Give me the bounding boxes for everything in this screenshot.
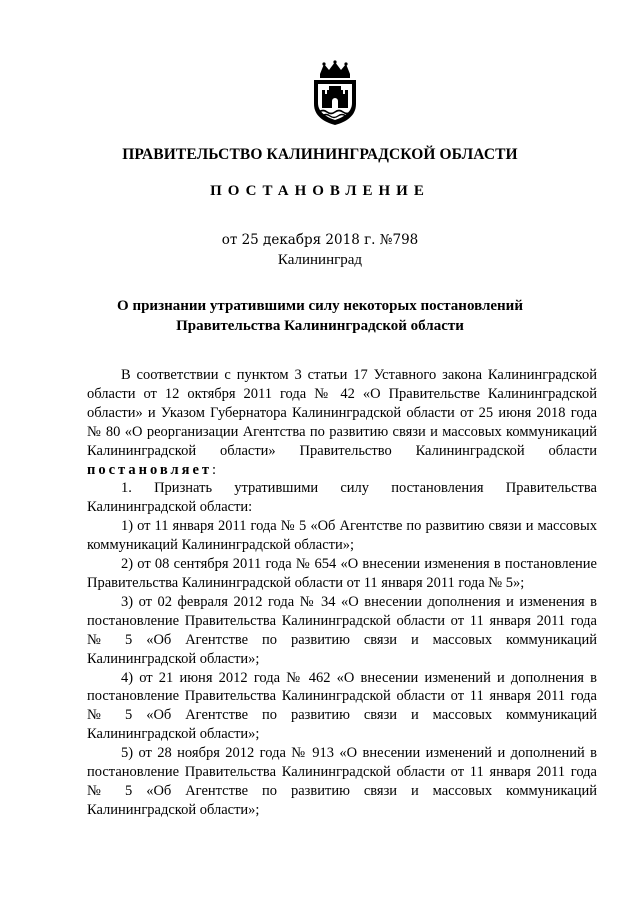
subitem-2: 2) от 08 сентября 2011 года № 654 «О внесении изменения в постановление Правительства Калининградской области от 11 января 2011 года № 5»;	[87, 556, 597, 591]
city-name: Калининград	[277, 252, 363, 268]
document-body	[87, 366, 597, 820]
document-type: ПОСТАНОВЛЕНИЕ	[210, 183, 430, 199]
resolves-colon: :	[212, 461, 217, 478]
subitem-5: 5) от 28 ноября 2012 года № 913 «О внесении изменений и дополнений в постановление Правительства Калининградской области от 11 января 2011 года № 5 «Об Агентстве по развитию связи и массовых коммуникаций Калининградской области»;	[87, 745, 597, 818]
subitem-4: 4) от 21 июня 2012 года № 462 «О внесении изменений и дополнения в постановление Правительства Калининградской области от 11 января 2011 года № 5 «Об Агентстве по развитию связи и массовых коммуникаций Калининградской области»;	[87, 669, 597, 743]
resolves-word: постановляет	[87, 461, 213, 478]
government-name: ПРАВИТЕЛЬСТВО КАЛИНИНГРАДСКОЙ ОБЛАСТИ	[122, 146, 518, 163]
item-1: 1. Признать утратившими силу постановления Правительства Калининградской области:	[87, 480, 597, 516]
document-title	[0, 296, 640, 336]
subitem-1: 1) от 11 января 2011 года № 5 «Об Агентстве по развитию связи и массовых коммуникаций Калининградской области»;	[87, 518, 597, 554]
coat-of-arms-icon	[310, 60, 360, 126]
title-line-2: Правительства Калининградской области	[176, 318, 464, 334]
preamble-text: В соответствии с пунктом 3 статьи 17 Уставного закона Калининградской области от 12 октября 2011 года № 42 «О Правительстве Калининградской области» и Указом Губернатора Калининградской области от 25 июня 2018 года № 80 «О реорганизации Агентства по развитию связи и массовых коммуникаций Калининградской области» Правительство Калининградской области	[87, 367, 597, 459]
title-line-1: О признании утратившими силу некоторых постановлений	[117, 298, 523, 314]
date-number-line: от 25 декабря 2018 г. №798	[221, 232, 419, 248]
subitem-3: 3) от 02 февраля 2012 года № 34 «О внесении дополнения и изменения в постановление Правительства Калининградской области от 11 января 2011 года № 5 «Об Агентстве по развитию связи и массовых коммуникаций Калининградской области»;	[87, 593, 597, 667]
preamble-paragraph	[87, 366, 597, 479]
